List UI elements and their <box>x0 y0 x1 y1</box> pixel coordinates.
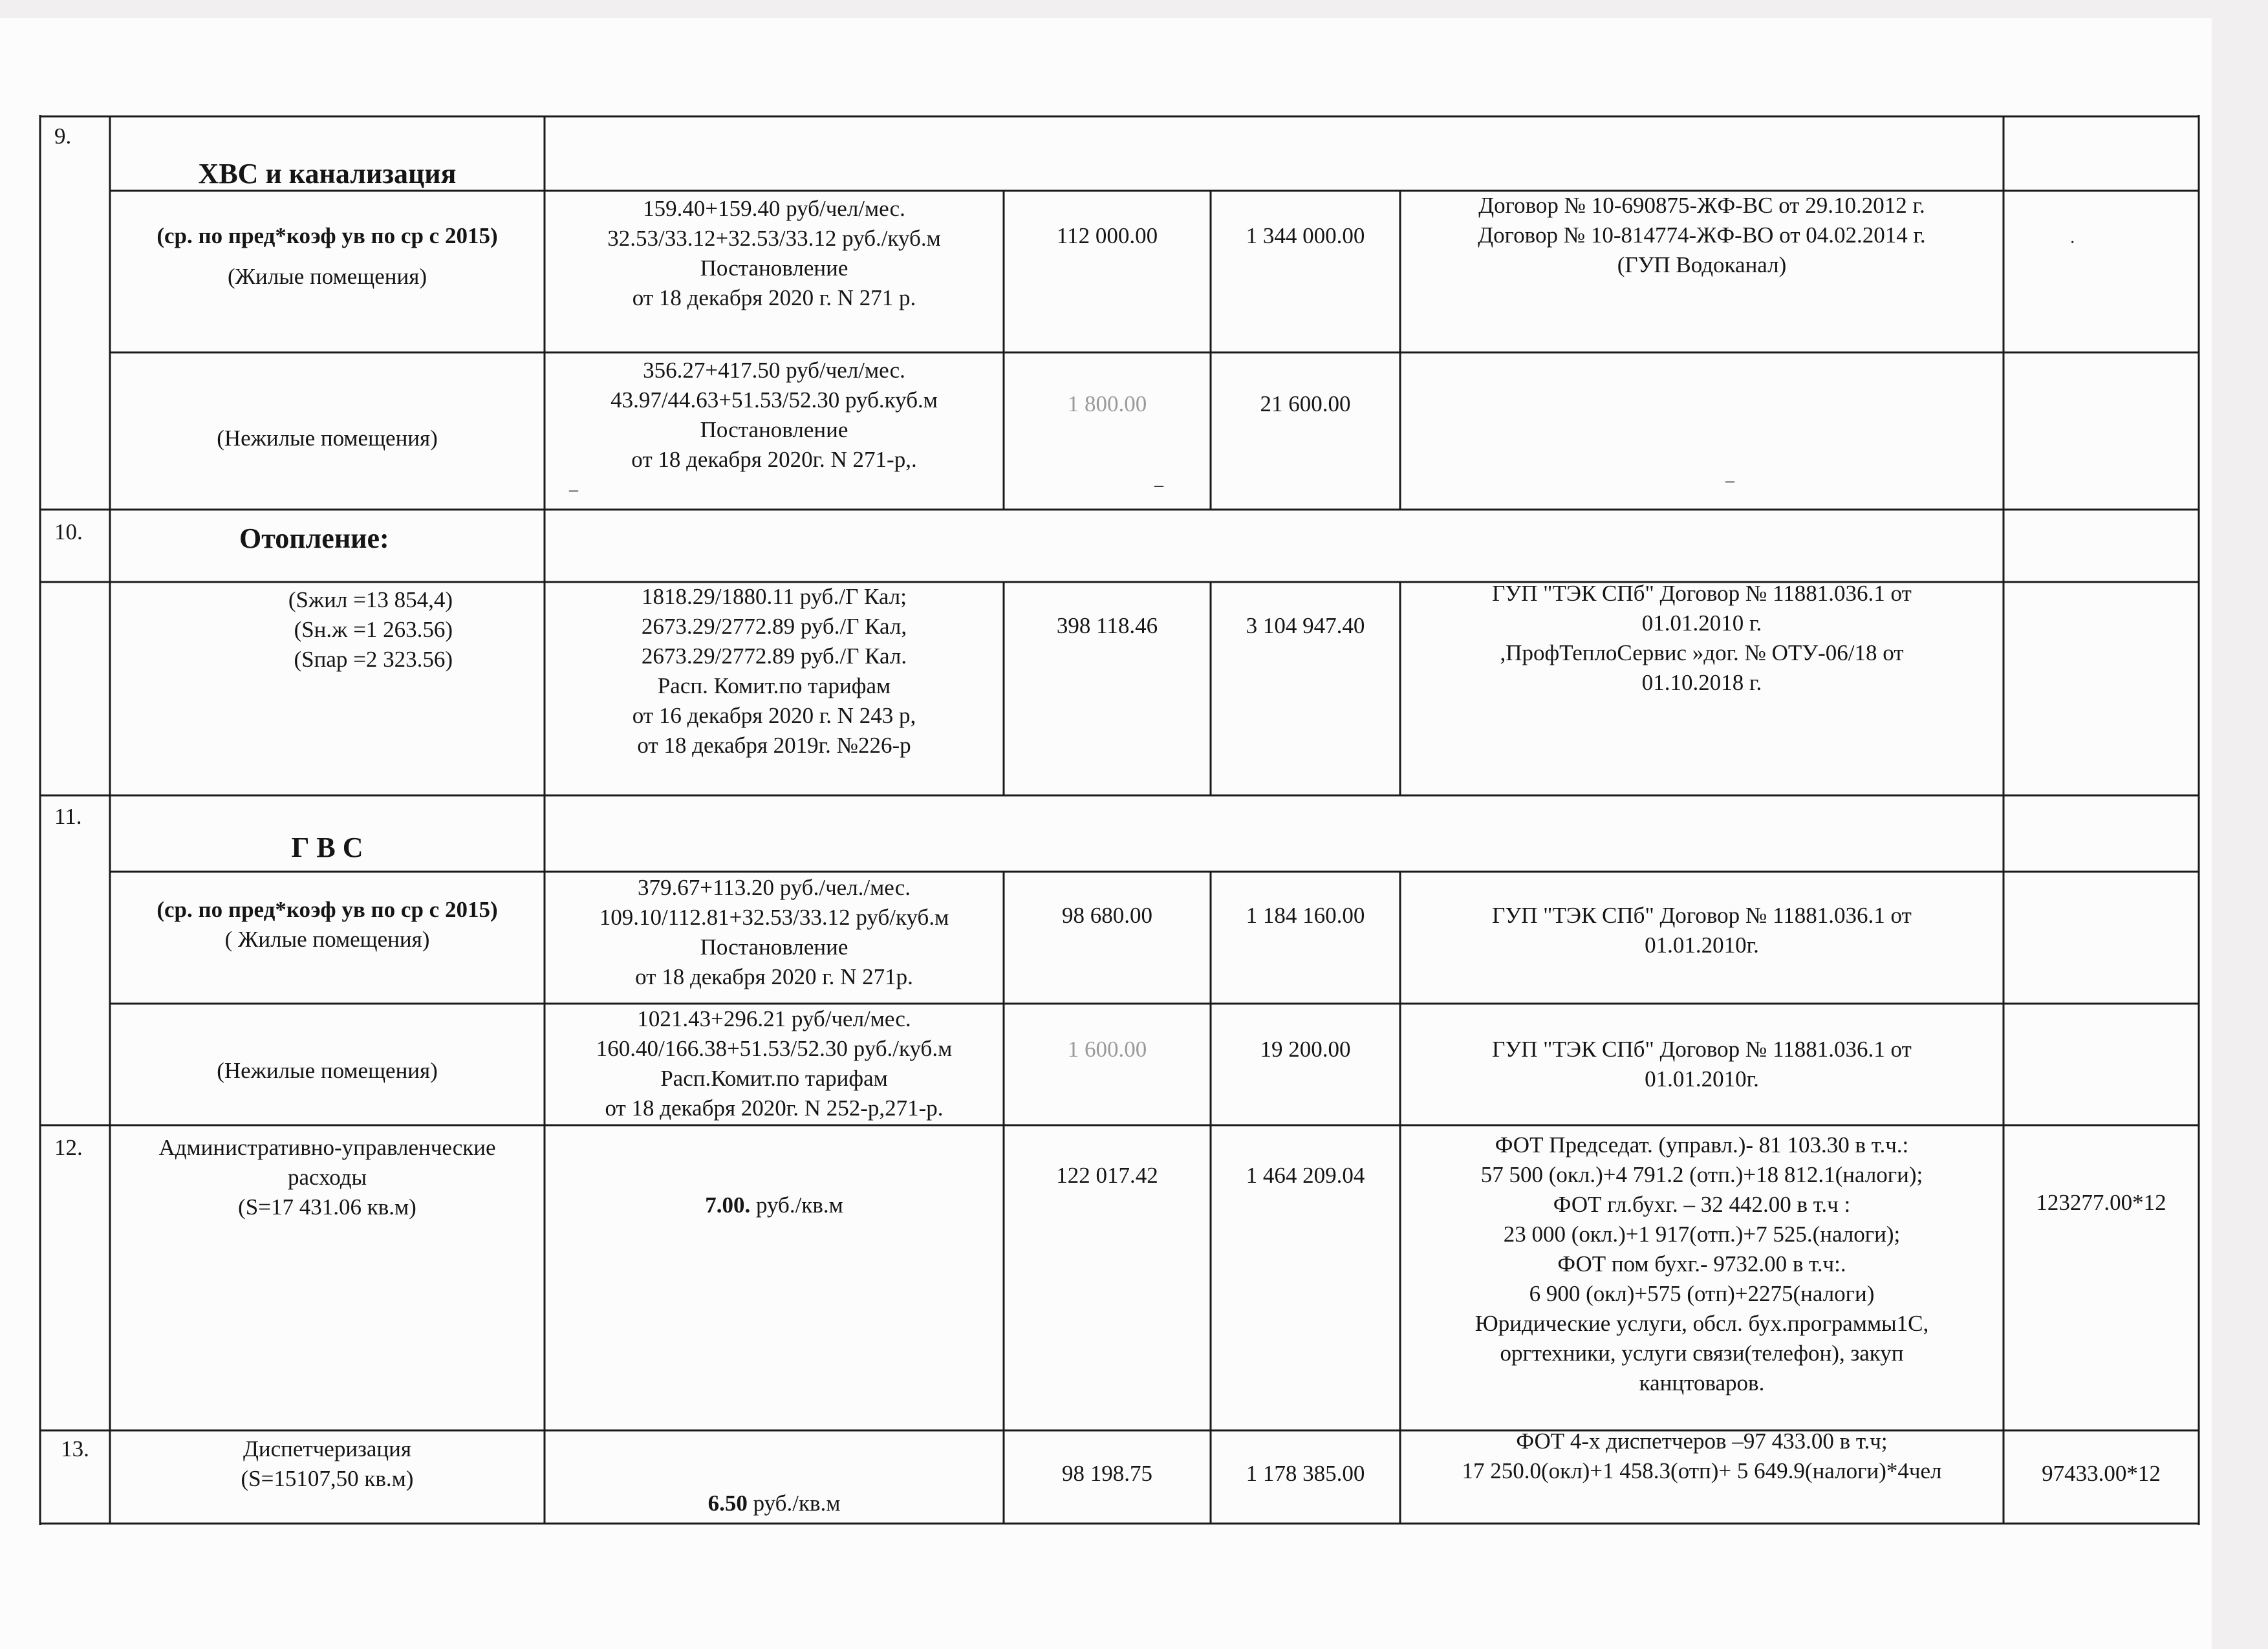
tariff-cell: 159.40+159.40 руб/чел/мес. 32.53/33.12+32.53/33.12 руб./куб.м Постановление от 18 декабря 2020 г. N 271 р. <box>607 196 941 310</box>
stray-dash: – <box>1725 471 1734 491</box>
tariff-cell: 356.27+417.50 руб/чел/мес. 43.97/44.63+51.53/52.30 руб.куб.м Постановление от 18 декабря 2020г. N 271-р,. <box>610 358 938 472</box>
tariff-cell: 1818.29/1880.11 руб./Г Кал; 2673.29/2772.89 руб./Г Кал, 2673.29/2772.89 руб./Г Кал. Расп. Комит.по тарифам от 16 декабря 2020 г. N 243 р, от 18 декабря 2019г. №226-р <box>632 584 916 758</box>
annual-cell: 1 464 209.04 <box>1246 1163 1365 1188</box>
monthly-cell: 1 800.00 <box>1067 391 1147 416</box>
stray-dash: – <box>1154 475 1163 495</box>
basis-cell: ФОТ Председат. (управл.)- 81 103.30 в т.ч.: 57 500 (окл.)+4 791.2 (отп.)+18 812.1(налоги); ФОТ гл.бухг. – 32 442.00 в т.ч : 23 000 (окл.)+1 917(отп.)+7 525.(налоги); ФОТ пом бухг.- 9732.00 в т.ч:. 6 900 (окл)+575 (отп)+2275(налоги) Юридические услуги, обсл. бух.программы1С, оргтехники, услуги связи(телефон), закуп канцтоваров. <box>1474 1132 1929 1396</box>
section-header <box>110 802 545 922</box>
section-title: ХВС и канализация <box>198 158 457 189</box>
stray-dash: – <box>569 480 578 500</box>
row-number: 10. <box>54 519 83 544</box>
row-label: (Нежилые помещения) <box>217 1058 438 1083</box>
annual-cell: 21 600.00 <box>1260 391 1351 416</box>
section-title: Отопление: <box>239 523 389 554</box>
monthly-cell: 98 198.75 <box>1062 1461 1152 1486</box>
monthly-cell: 1 600.00 <box>1067 1037 1147 1062</box>
row-label: ( Жилые помещения) <box>224 927 430 952</box>
row-number: 11. <box>54 804 82 829</box>
monthly-cell: 98 680.00 <box>1062 903 1152 928</box>
basis-cell: Договор № 10-690875-ЖФ-ВС от 29.10.2012 г. Договор № 10-814774-ЖФ-ВО от 04.02.2014 г. (ГУП Водоканал) <box>1478 193 1926 277</box>
row-label: (Sжил =13 854,4) (Sн.ж =1 263.56) (Sпар =2 323.56) <box>288 587 453 672</box>
extra-cell: 123277.00*12 <box>2036 1190 2166 1215</box>
tariff-cell: 379.67+113.20 руб./чел./мес. 109.10/112.81+32.53/33.12 руб/куб.м Постановление от 18 декабря 2020 г. N 271р. <box>599 875 949 989</box>
row-number: 13. <box>61 1436 89 1461</box>
basis-cell: ГУП "ТЭК СПб" Договор № 11881.036.1 от 01.01.2010 г. ,ПрофТеплоСервис »дог. № ОТУ-06/18 от 01.10.2018 г. <box>1492 581 1912 695</box>
annual-cell: 1 178 385.00 <box>1246 1461 1365 1486</box>
row-label: Диспетчеризация (S=15107,50 кв.м) <box>241 1436 414 1491</box>
basis-cell: ФОТ 4-х диспетчеров –97 433.00 в т.ч; 17 250.0(окл)+1 458.3(отп)+ 5 649.9(налоги)*4чел <box>1462 1428 1942 1483</box>
row-label: (Жилые помещения) <box>228 264 427 289</box>
row-label: (Нежилые помещения) <box>217 426 438 451</box>
tariff-value: 7.00. <box>705 1192 751 1218</box>
annual-cell: 19 200.00 <box>1260 1037 1351 1062</box>
tariff-cell <box>545 1459 1004 1516</box>
tariff-unit: руб./кв.м <box>747 1491 841 1516</box>
row-number: 12. <box>54 1135 83 1160</box>
tariff-cell <box>545 1161 1004 1218</box>
stray-dot: · <box>2069 233 2076 253</box>
row-label: Административно-управленческие расходы (S=17 431.06 кв.м) <box>158 1135 496 1220</box>
basis-cell: ГУП "ТЭК СПб" Договор № 11881.036.1 от 01.01.2010г. <box>1492 1037 1912 1092</box>
row-number: 9. <box>54 124 72 149</box>
monthly-cell: 112 000.00 <box>1056 223 1158 248</box>
section-title: Г В С <box>291 832 363 863</box>
tariff-unit: руб./кв.м <box>750 1192 843 1218</box>
monthly-cell: 398 118.46 <box>1056 613 1158 638</box>
section-subtitle: (ср. по пред*коэф ув по ср с 2015) <box>157 223 498 248</box>
tariff-cell: 1021.43+296.21 руб/чел/мес. 160.40/166.38+51.53/52.30 руб./куб.м Расп.Комит.по тарифам от 18 декабря 2020г. N 252-р,271-р. <box>596 1006 953 1121</box>
extra-cell: 97433.00*12 <box>2042 1461 2161 1486</box>
monthly-cell: 122 017.42 <box>1056 1163 1158 1188</box>
annual-cell: 1 184 160.00 <box>1246 903 1365 928</box>
section-header <box>110 128 545 248</box>
section-subtitle: (ср. по пред*коэф ув по ср с 2015) <box>157 897 498 922</box>
basis-cell: ГУП "ТЭК СПб" Договор № 11881.036.1 от 01.01.2010г. <box>1492 903 1912 958</box>
annual-cell: 3 104 947.40 <box>1246 613 1365 638</box>
annual-cell: 1 344 000.00 <box>1246 223 1365 248</box>
tariff-value: 6.50 <box>707 1491 748 1516</box>
